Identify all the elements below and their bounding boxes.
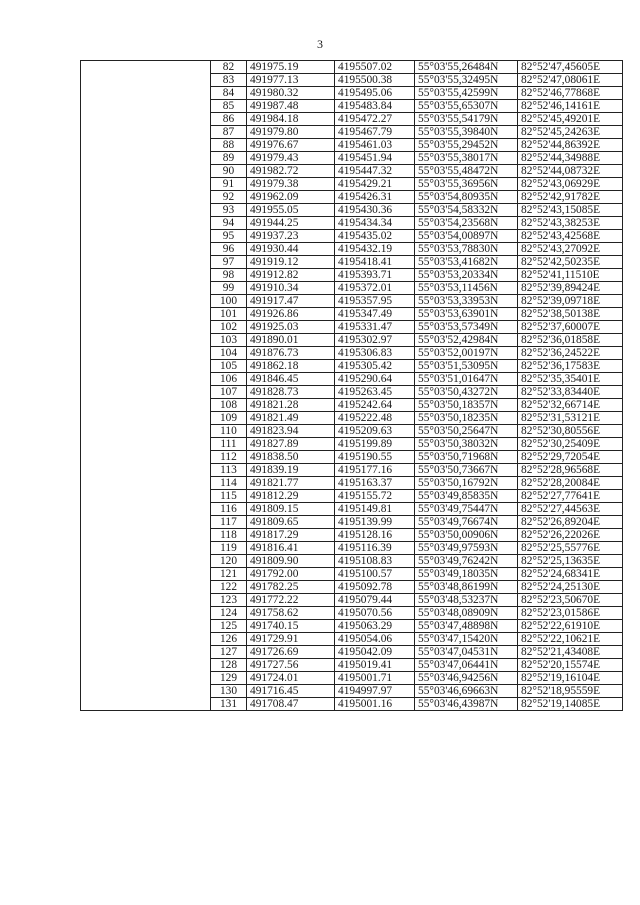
longitude-cell: 82°52'47,45605E bbox=[518, 61, 623, 74]
longitude-cell: 82°52'44,34988E bbox=[518, 152, 623, 165]
longitude-cell: 82°52'24,68341E bbox=[518, 568, 623, 581]
latitude-cell: 55°03'46,43987N bbox=[415, 698, 518, 711]
x-coordinate-cell: 491782.25 bbox=[247, 581, 335, 594]
y-coordinate-cell: 4195100.57 bbox=[335, 568, 415, 581]
x-coordinate-cell: 491982.72 bbox=[247, 165, 335, 178]
point-number-cell: 93 bbox=[211, 204, 247, 217]
longitude-cell: 82°52'26,22026E bbox=[518, 529, 623, 542]
point-number-cell: 116 bbox=[211, 503, 247, 516]
y-coordinate-cell: 4195139.99 bbox=[335, 516, 415, 529]
longitude-cell: 82°52'43,27092E bbox=[518, 243, 623, 256]
y-coordinate-cell: 4195306.83 bbox=[335, 347, 415, 360]
longitude-cell: 82°52'25,55776E bbox=[518, 542, 623, 555]
y-coordinate-cell: 4194997.97 bbox=[335, 685, 415, 698]
longitude-cell: 82°52'24,25130E bbox=[518, 581, 623, 594]
point-number-cell: 102 bbox=[211, 321, 247, 334]
point-number-cell: 91 bbox=[211, 178, 247, 191]
y-coordinate-cell: 4195467.79 bbox=[335, 126, 415, 139]
y-coordinate-cell: 4195042.09 bbox=[335, 646, 415, 659]
point-number-cell: 122 bbox=[211, 581, 247, 594]
x-coordinate-cell: 491828.73 bbox=[247, 386, 335, 399]
longitude-cell: 82°52'18,95559E bbox=[518, 685, 623, 698]
latitude-cell: 55°03'51,01647N bbox=[415, 373, 518, 386]
latitude-cell: 55°03'49,76674N bbox=[415, 516, 518, 529]
point-number-cell: 88 bbox=[211, 139, 247, 152]
y-coordinate-cell: 4195177.16 bbox=[335, 464, 415, 477]
longitude-cell: 82°52'23,50670E bbox=[518, 594, 623, 607]
point-number-cell: 106 bbox=[211, 373, 247, 386]
longitude-cell: 82°52'32,66714E bbox=[518, 399, 623, 412]
y-coordinate-cell: 4195429.21 bbox=[335, 178, 415, 191]
latitude-cell: 55°03'49,97593N bbox=[415, 542, 518, 555]
longitude-cell: 82°52'23,01586E bbox=[518, 607, 623, 620]
y-coordinate-cell: 4195054.06 bbox=[335, 633, 415, 646]
longitude-cell: 82°52'39,09718E bbox=[518, 295, 623, 308]
x-coordinate-cell: 491817.29 bbox=[247, 529, 335, 542]
longitude-cell: 82°52'39,89424E bbox=[518, 282, 623, 295]
y-coordinate-cell: 4195242.64 bbox=[335, 399, 415, 412]
longitude-cell: 82°52'22,10621E bbox=[518, 633, 623, 646]
point-number-cell: 96 bbox=[211, 243, 247, 256]
longitude-cell: 82°52'35,35401E bbox=[518, 373, 623, 386]
latitude-cell: 55°03'55,29452N bbox=[415, 139, 518, 152]
longitude-cell: 82°52'46,14161E bbox=[518, 100, 623, 113]
point-number-cell: 86 bbox=[211, 113, 247, 126]
longitude-cell: 82°52'28,20084E bbox=[518, 477, 623, 490]
longitude-cell: 82°52'27,77641E bbox=[518, 490, 623, 503]
x-coordinate-cell: 491727.56 bbox=[247, 659, 335, 672]
y-coordinate-cell: 4195302.97 bbox=[335, 334, 415, 347]
x-coordinate-cell: 491890.01 bbox=[247, 334, 335, 347]
latitude-cell: 55°03'46,94256N bbox=[415, 672, 518, 685]
x-coordinate-cell: 491809.15 bbox=[247, 503, 335, 516]
longitude-cell: 82°52'31,53121E bbox=[518, 412, 623, 425]
latitude-cell: 55°03'50,73667N bbox=[415, 464, 518, 477]
point-number-cell: 95 bbox=[211, 230, 247, 243]
y-coordinate-cell: 4195108.83 bbox=[335, 555, 415, 568]
latitude-cell: 55°03'54,80935N bbox=[415, 191, 518, 204]
y-coordinate-cell: 4195290.64 bbox=[335, 373, 415, 386]
y-coordinate-cell: 4195209.63 bbox=[335, 425, 415, 438]
longitude-cell: 82°52'45,24263E bbox=[518, 126, 623, 139]
x-coordinate-cell: 491726.69 bbox=[247, 646, 335, 659]
x-coordinate-cell: 491980.32 bbox=[247, 87, 335, 100]
x-coordinate-cell: 491979.38 bbox=[247, 178, 335, 191]
longitude-cell: 82°52'43,38253E bbox=[518, 217, 623, 230]
point-number-cell: 84 bbox=[211, 87, 247, 100]
x-coordinate-cell: 491930.44 bbox=[247, 243, 335, 256]
y-coordinate-cell: 4195500.38 bbox=[335, 74, 415, 87]
y-coordinate-cell: 4195199.89 bbox=[335, 438, 415, 451]
point-number-cell: 107 bbox=[211, 386, 247, 399]
x-coordinate-cell: 491912.82 bbox=[247, 269, 335, 282]
y-coordinate-cell: 4195063.29 bbox=[335, 620, 415, 633]
point-number-cell: 89 bbox=[211, 152, 247, 165]
latitude-cell: 55°03'49,18035N bbox=[415, 568, 518, 581]
longitude-cell: 82°52'45,49201E bbox=[518, 113, 623, 126]
y-coordinate-cell: 4195418.41 bbox=[335, 256, 415, 269]
x-coordinate-cell: 491910.34 bbox=[247, 282, 335, 295]
x-coordinate-cell: 491809.65 bbox=[247, 516, 335, 529]
point-number-cell: 87 bbox=[211, 126, 247, 139]
point-number-cell: 92 bbox=[211, 191, 247, 204]
x-coordinate-cell: 491962.09 bbox=[247, 191, 335, 204]
x-coordinate-cell: 491708.47 bbox=[247, 698, 335, 711]
latitude-cell: 55°03'55,48472N bbox=[415, 165, 518, 178]
x-coordinate-cell: 491976.67 bbox=[247, 139, 335, 152]
longitude-cell: 82°52'27,44563E bbox=[518, 503, 623, 516]
longitude-cell: 82°52'36,24522E bbox=[518, 347, 623, 360]
y-coordinate-cell: 4195432.19 bbox=[335, 243, 415, 256]
latitude-cell: 55°03'50,43272N bbox=[415, 386, 518, 399]
point-number-cell: 125 bbox=[211, 620, 247, 633]
x-coordinate-cell: 491758.62 bbox=[247, 607, 335, 620]
y-coordinate-cell: 4195447.32 bbox=[335, 165, 415, 178]
y-coordinate-cell: 4195483.84 bbox=[335, 100, 415, 113]
latitude-cell: 55°03'55,26484N bbox=[415, 61, 518, 74]
latitude-cell: 55°03'47,48898N bbox=[415, 620, 518, 633]
y-coordinate-cell: 4195079.44 bbox=[335, 594, 415, 607]
x-coordinate-cell: 491876.73 bbox=[247, 347, 335, 360]
point-number-cell: 82 bbox=[211, 61, 247, 74]
x-coordinate-cell: 491729.91 bbox=[247, 633, 335, 646]
point-number-cell: 128 bbox=[211, 659, 247, 672]
x-coordinate-cell: 491816.41 bbox=[247, 542, 335, 555]
latitude-cell: 55°03'55,65307N bbox=[415, 100, 518, 113]
latitude-cell: 55°03'53,20334N bbox=[415, 269, 518, 282]
longitude-cell: 82°52'41,11510E bbox=[518, 269, 623, 282]
point-number-cell: 108 bbox=[211, 399, 247, 412]
merged-empty-cell bbox=[81, 61, 211, 711]
latitude-cell: 55°03'54,00897N bbox=[415, 230, 518, 243]
longitude-cell: 82°52'44,86392E bbox=[518, 139, 623, 152]
point-number-cell: 124 bbox=[211, 607, 247, 620]
longitude-cell: 82°52'22,61910E bbox=[518, 620, 623, 633]
y-coordinate-cell: 4195019.41 bbox=[335, 659, 415, 672]
y-coordinate-cell: 4195472.27 bbox=[335, 113, 415, 126]
x-coordinate-cell: 491987.48 bbox=[247, 100, 335, 113]
x-coordinate-cell: 491926.86 bbox=[247, 308, 335, 321]
coordinate-table bbox=[80, 60, 623, 711]
latitude-cell: 55°03'47,04531N bbox=[415, 646, 518, 659]
y-coordinate-cell: 4195263.45 bbox=[335, 386, 415, 399]
x-coordinate-cell: 491944.25 bbox=[247, 217, 335, 230]
longitude-cell: 82°52'33,83440E bbox=[518, 386, 623, 399]
y-coordinate-cell: 4195426.31 bbox=[335, 191, 415, 204]
latitude-cell: 55°03'47,15420N bbox=[415, 633, 518, 646]
latitude-cell: 55°03'50,16792N bbox=[415, 477, 518, 490]
x-coordinate-cell: 491919.12 bbox=[247, 256, 335, 269]
longitude-cell: 82°52'29,72054E bbox=[518, 451, 623, 464]
longitude-cell: 82°52'38,50138E bbox=[518, 308, 623, 321]
point-number-cell: 118 bbox=[211, 529, 247, 542]
x-coordinate-cell: 491979.43 bbox=[247, 152, 335, 165]
y-coordinate-cell: 4195347.49 bbox=[335, 308, 415, 321]
latitude-cell: 55°03'53,57349N bbox=[415, 321, 518, 334]
x-coordinate-cell: 491823.94 bbox=[247, 425, 335, 438]
longitude-cell: 82°52'36,01858E bbox=[518, 334, 623, 347]
longitude-cell: 82°52'42,50235E bbox=[518, 256, 623, 269]
longitude-cell: 82°52'36,17583E bbox=[518, 360, 623, 373]
y-coordinate-cell: 4195163.37 bbox=[335, 477, 415, 490]
y-coordinate-cell: 4195070.56 bbox=[335, 607, 415, 620]
point-number-cell: 110 bbox=[211, 425, 247, 438]
x-coordinate-cell: 491827.89 bbox=[247, 438, 335, 451]
point-number-cell: 98 bbox=[211, 269, 247, 282]
x-coordinate-cell: 491821.77 bbox=[247, 477, 335, 490]
y-coordinate-cell: 4195331.47 bbox=[335, 321, 415, 334]
point-number-cell: 127 bbox=[211, 646, 247, 659]
y-coordinate-cell: 4195495.06 bbox=[335, 87, 415, 100]
x-coordinate-cell: 491821.49 bbox=[247, 412, 335, 425]
longitude-cell: 82°52'43,06929E bbox=[518, 178, 623, 191]
longitude-cell: 82°52'30,25409E bbox=[518, 438, 623, 451]
y-coordinate-cell: 4195507.02 bbox=[335, 61, 415, 74]
longitude-cell: 82°52'25,13635E bbox=[518, 555, 623, 568]
latitude-cell: 55°03'55,38017N bbox=[415, 152, 518, 165]
x-coordinate-cell: 491740.15 bbox=[247, 620, 335, 633]
y-coordinate-cell: 4195451.94 bbox=[335, 152, 415, 165]
point-number-cell: 83 bbox=[211, 74, 247, 87]
x-coordinate-cell: 491716.45 bbox=[247, 685, 335, 698]
y-coordinate-cell: 4195001.16 bbox=[335, 698, 415, 711]
latitude-cell: 55°03'53,33953N bbox=[415, 295, 518, 308]
latitude-cell: 55°03'55,39840N bbox=[415, 126, 518, 139]
x-coordinate-cell: 491812.29 bbox=[247, 490, 335, 503]
longitude-cell: 82°52'46,77868E bbox=[518, 87, 623, 100]
latitude-cell: 55°03'47,06441N bbox=[415, 659, 518, 672]
point-number-cell: 114 bbox=[211, 477, 247, 490]
latitude-cell: 55°03'49,76242N bbox=[415, 555, 518, 568]
y-coordinate-cell: 4195001.71 bbox=[335, 672, 415, 685]
x-coordinate-cell: 491792.00 bbox=[247, 568, 335, 581]
latitude-cell: 55°03'52,00197N bbox=[415, 347, 518, 360]
point-number-cell: 113 bbox=[211, 464, 247, 477]
x-coordinate-cell: 491809.90 bbox=[247, 555, 335, 568]
point-number-cell: 117 bbox=[211, 516, 247, 529]
longitude-cell: 82°52'19,14085E bbox=[518, 698, 623, 711]
latitude-cell: 55°03'55,36956N bbox=[415, 178, 518, 191]
latitude-cell: 55°03'49,75447N bbox=[415, 503, 518, 516]
x-coordinate-cell: 491925.03 bbox=[247, 321, 335, 334]
latitude-cell: 55°03'53,11456N bbox=[415, 282, 518, 295]
point-number-cell: 97 bbox=[211, 256, 247, 269]
x-coordinate-cell: 491838.50 bbox=[247, 451, 335, 464]
longitude-cell: 82°52'20,15574E bbox=[518, 659, 623, 672]
point-number-cell: 101 bbox=[211, 308, 247, 321]
latitude-cell: 55°03'48,08909N bbox=[415, 607, 518, 620]
x-coordinate-cell: 491862.18 bbox=[247, 360, 335, 373]
latitude-cell: 55°03'46,69663N bbox=[415, 685, 518, 698]
latitude-cell: 55°03'50,71968N bbox=[415, 451, 518, 464]
x-coordinate-cell: 491937.23 bbox=[247, 230, 335, 243]
y-coordinate-cell: 4195155.72 bbox=[335, 490, 415, 503]
x-coordinate-cell: 491975.19 bbox=[247, 61, 335, 74]
point-number-cell: 131 bbox=[211, 698, 247, 711]
latitude-cell: 55°03'55,54179N bbox=[415, 113, 518, 126]
page-number: 3 bbox=[317, 37, 323, 51]
y-coordinate-cell: 4195190.55 bbox=[335, 451, 415, 464]
latitude-cell: 55°03'51,53095N bbox=[415, 360, 518, 373]
table-row bbox=[81, 61, 623, 74]
point-number-cell: 94 bbox=[211, 217, 247, 230]
latitude-cell: 55°03'49,85835N bbox=[415, 490, 518, 503]
latitude-cell: 55°03'48,86199N bbox=[415, 581, 518, 594]
y-coordinate-cell: 4195434.34 bbox=[335, 217, 415, 230]
point-number-cell: 111 bbox=[211, 438, 247, 451]
point-number-cell: 115 bbox=[211, 490, 247, 503]
point-number-cell: 104 bbox=[211, 347, 247, 360]
longitude-cell: 82°52'26,89204E bbox=[518, 516, 623, 529]
x-coordinate-cell: 491821.28 bbox=[247, 399, 335, 412]
point-number-cell: 109 bbox=[211, 412, 247, 425]
y-coordinate-cell: 4195393.71 bbox=[335, 269, 415, 282]
point-number-cell: 105 bbox=[211, 360, 247, 373]
y-coordinate-cell: 4195357.95 bbox=[335, 295, 415, 308]
point-number-cell: 126 bbox=[211, 633, 247, 646]
x-coordinate-cell: 491772.22 bbox=[247, 594, 335, 607]
longitude-cell: 82°52'28,96568E bbox=[518, 464, 623, 477]
longitude-cell: 82°52'44,08732E bbox=[518, 165, 623, 178]
x-coordinate-cell: 491917.47 bbox=[247, 295, 335, 308]
point-number-cell: 99 bbox=[211, 282, 247, 295]
x-coordinate-cell: 491977.13 bbox=[247, 74, 335, 87]
longitude-cell: 82°52'43,42568E bbox=[518, 230, 623, 243]
latitude-cell: 55°03'55,42599N bbox=[415, 87, 518, 100]
latitude-cell: 55°03'54,23568N bbox=[415, 217, 518, 230]
point-number-cell: 121 bbox=[211, 568, 247, 581]
latitude-cell: 55°03'48,53237N bbox=[415, 594, 518, 607]
latitude-cell: 55°03'54,58332N bbox=[415, 204, 518, 217]
point-number-cell: 90 bbox=[211, 165, 247, 178]
y-coordinate-cell: 4195149.81 bbox=[335, 503, 415, 516]
latitude-cell: 55°03'52,42984N bbox=[415, 334, 518, 347]
latitude-cell: 55°03'50,25647N bbox=[415, 425, 518, 438]
y-coordinate-cell: 4195222.48 bbox=[335, 412, 415, 425]
point-number-cell: 123 bbox=[211, 594, 247, 607]
y-coordinate-cell: 4195430.36 bbox=[335, 204, 415, 217]
x-coordinate-cell: 491955.05 bbox=[247, 204, 335, 217]
x-coordinate-cell: 491846.45 bbox=[247, 373, 335, 386]
longitude-cell: 82°52'43,15085E bbox=[518, 204, 623, 217]
point-number-cell: 100 bbox=[211, 295, 247, 308]
latitude-cell: 55°03'53,63901N bbox=[415, 308, 518, 321]
longitude-cell: 82°52'21,43408E bbox=[518, 646, 623, 659]
y-coordinate-cell: 4195305.42 bbox=[335, 360, 415, 373]
latitude-cell: 55°03'55,32495N bbox=[415, 74, 518, 87]
latitude-cell: 55°03'50,18357N bbox=[415, 399, 518, 412]
point-number-cell: 112 bbox=[211, 451, 247, 464]
longitude-cell: 82°52'19,16104E bbox=[518, 672, 623, 685]
x-coordinate-cell: 491839.19 bbox=[247, 464, 335, 477]
latitude-cell: 55°03'50,18235N bbox=[415, 412, 518, 425]
point-number-cell: 119 bbox=[211, 542, 247, 555]
y-coordinate-cell: 4195092.78 bbox=[335, 581, 415, 594]
latitude-cell: 55°03'53,78830N bbox=[415, 243, 518, 256]
y-coordinate-cell: 4195116.39 bbox=[335, 542, 415, 555]
y-coordinate-cell: 4195372.01 bbox=[335, 282, 415, 295]
latitude-cell: 55°03'53,41682N bbox=[415, 256, 518, 269]
y-coordinate-cell: 4195461.03 bbox=[335, 139, 415, 152]
latitude-cell: 55°03'50,00906N bbox=[415, 529, 518, 542]
x-coordinate-cell: 491979.80 bbox=[247, 126, 335, 139]
longitude-cell: 82°52'30,80556E bbox=[518, 425, 623, 438]
longitude-cell: 82°52'42,91782E bbox=[518, 191, 623, 204]
point-number-cell: 103 bbox=[211, 334, 247, 347]
point-number-cell: 130 bbox=[211, 685, 247, 698]
point-number-cell: 120 bbox=[211, 555, 247, 568]
x-coordinate-cell: 491724.01 bbox=[247, 672, 335, 685]
longitude-cell: 82°52'47,08061E bbox=[518, 74, 623, 87]
y-coordinate-cell: 4195128.16 bbox=[335, 529, 415, 542]
y-coordinate-cell: 4195435.02 bbox=[335, 230, 415, 243]
x-coordinate-cell: 491984.18 bbox=[247, 113, 335, 126]
coordinate-table-body bbox=[81, 61, 623, 711]
point-number-cell: 85 bbox=[211, 100, 247, 113]
longitude-cell: 82°52'37,60007E bbox=[518, 321, 623, 334]
point-number-cell: 129 bbox=[211, 672, 247, 685]
latitude-cell: 55°03'50,38032N bbox=[415, 438, 518, 451]
